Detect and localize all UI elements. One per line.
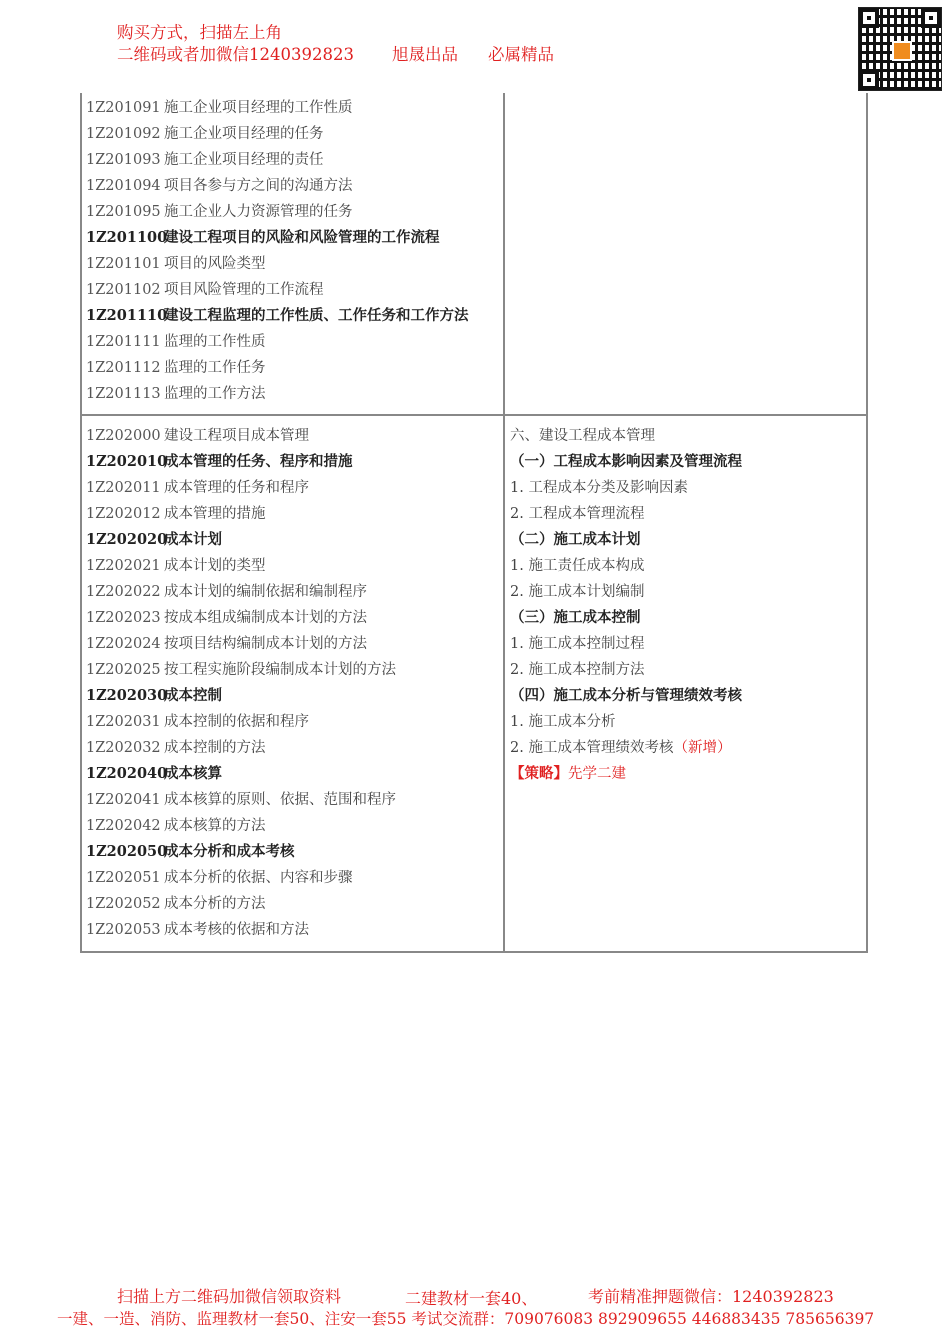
right-item: 1. 施工成本控制过程	[510, 636, 645, 652]
syllabus-title: 按项目结构编制成本计划的方法	[164, 636, 367, 652]
syllabus-code: 1Z202050	[86, 843, 168, 860]
syllabus-row	[86, 839, 295, 865]
syllabus-title: 成本分析和成本考核	[164, 843, 295, 860]
footer-contact: 考前精准押题微信：1240392823	[588, 1287, 834, 1306]
syllabus-row	[86, 865, 353, 891]
syllabus-row	[86, 527, 222, 553]
syllabus-title: 成本核算的方法	[164, 818, 266, 834]
syllabus-title: 成本管理的措施	[164, 506, 266, 522]
syllabus-code: 1Z201091	[86, 100, 161, 116]
syllabus-title: 监理的工作性质	[164, 334, 266, 350]
syllabus-row	[86, 303, 469, 329]
syllabus-row	[86, 657, 396, 683]
syllabus-row	[86, 449, 353, 475]
syllabus-row	[86, 553, 266, 579]
header-brand: 旭晟出品	[392, 45, 458, 64]
syllabus-title: 成本考核的依据和方法	[164, 922, 309, 938]
right-item: 2. 施工成本控制方法	[510, 662, 645, 678]
right-subheading: （二）施工成本计划	[510, 531, 641, 548]
syllabus-title: 施工企业项目经理的工作性质	[164, 100, 353, 116]
syllabus-title: 监理的工作方法	[164, 386, 266, 402]
syllabus-title: 成本核算	[164, 765, 222, 782]
syllabus-row	[86, 917, 309, 943]
right-subheading: （一）工程成本影响因素及管理流程	[510, 453, 742, 470]
syllabus-title: 监理的工作任务	[164, 360, 266, 376]
syllabus-code: 1Z202012	[86, 506, 161, 522]
syllabus-code: 1Z202011	[86, 480, 161, 496]
syllabus-title: 成本计划	[164, 531, 222, 548]
right-heading: 六、建设工程成本管理	[510, 428, 655, 444]
syllabus-title: 成本管理的任务和程序	[164, 480, 309, 496]
syllabus-code: 1Z201110	[86, 307, 168, 324]
syllabus-row	[86, 735, 266, 761]
syllabus-code: 1Z202030	[86, 687, 168, 704]
syllabus-title: 成本核算的原则、依据、范围和程序	[164, 792, 396, 808]
syllabus-title: 按成本组成编制成本计划的方法	[164, 610, 367, 626]
syllabus-row	[86, 147, 324, 173]
syllabus-code: 1Z202022	[86, 584, 161, 600]
syllabus-row	[86, 251, 266, 277]
syllabus-code: 1Z201111	[86, 334, 161, 350]
syllabus-code: 1Z201094	[86, 178, 161, 194]
right-item: 1. 施工成本分析	[510, 714, 616, 730]
syllabus-title: 按工程实施阶段编制成本计划的方法	[164, 662, 396, 678]
syllabus-title: 项目各参与方之间的沟通方法	[164, 178, 353, 194]
strategy-label: 【策略】	[510, 765, 568, 782]
strategy-note	[510, 761, 626, 787]
syllabus-row	[86, 95, 353, 121]
syllabus-row	[86, 709, 309, 735]
syllabus-row	[86, 813, 266, 839]
syllabus-code: 1Z201113	[86, 386, 161, 402]
right-item: 1. 工程成本分类及影响因素	[510, 480, 688, 496]
syllabus-title: 项目的风险类型	[164, 256, 266, 272]
syllabus-code: 1Z202020	[86, 531, 168, 548]
syllabus-code: 1Z201102	[86, 282, 161, 298]
syllabus-row	[86, 761, 222, 787]
syllabus-title: 建设工程监理的工作性质、工作任务和工作方法	[164, 307, 469, 324]
syllabus-code: 1Z201092	[86, 126, 161, 142]
syllabus-row	[86, 355, 266, 381]
new-badge: （新增）	[673, 740, 732, 756]
syllabus-title: 建设工程项目成本管理	[164, 428, 309, 444]
syllabus-code: 1Z202000	[86, 428, 161, 444]
syllabus-row	[86, 173, 353, 199]
syllabus-code: 1Z202041	[86, 792, 161, 808]
syllabus-row	[86, 225, 440, 251]
syllabus-title: 项目风险管理的工作流程	[164, 282, 324, 298]
syllabus-row	[86, 787, 396, 813]
syllabus-row	[86, 579, 367, 605]
syllabus-row	[86, 199, 353, 225]
syllabus-code: 1Z202052	[86, 896, 161, 912]
syllabus-code: 1Z201100	[86, 229, 168, 246]
right-item-text: 2. 施工成本管理绩效考核	[510, 740, 674, 756]
syllabus-row	[86, 683, 222, 709]
header-slogan: 必属精品	[488, 45, 554, 64]
syllabus-row	[86, 631, 367, 657]
syllabus-code: 1Z202031	[86, 714, 161, 730]
qr-code-icon	[859, 8, 941, 90]
syllabus-code: 1Z202032	[86, 740, 161, 756]
syllabus-code: 1Z201101	[86, 256, 161, 272]
syllabus-code: 1Z202025	[86, 662, 161, 678]
syllabus-row	[86, 277, 324, 303]
syllabus-title: 成本计划的类型	[164, 558, 266, 574]
syllabus-title: 成本计划的编制依据和编制程序	[164, 584, 367, 600]
syllabus-title: 建设工程项目的风险和风险管理的工作流程	[164, 229, 440, 246]
syllabus-code: 1Z202023	[86, 610, 161, 626]
syllabus-row	[86, 605, 367, 631]
syllabus-title: 施工企业项目经理的责任	[164, 152, 324, 168]
syllabus-row	[86, 121, 324, 147]
right-subheading: （四）施工成本分析与管理绩效考核	[510, 687, 742, 704]
syllabus-row	[86, 475, 309, 501]
syllabus-code: 1Z202021	[86, 558, 161, 574]
syllabus-row	[86, 381, 266, 407]
syllabus-title: 成本控制	[164, 687, 222, 704]
syllabus-code: 1Z202042	[86, 818, 161, 834]
syllabus-code: 1Z201112	[86, 360, 161, 376]
syllabus-code: 1Z202024	[86, 636, 161, 652]
strategy-text: 先学二建	[568, 766, 626, 782]
syllabus-code: 1Z202051	[86, 870, 161, 886]
right-item	[510, 735, 731, 761]
footer-offer: 二建教材一套40、	[405, 1289, 538, 1308]
syllabus-row	[86, 423, 309, 449]
footer-qr-note: 扫描上方二维码加微信领取资料	[117, 1287, 342, 1306]
syllabus-title: 成本控制的方法	[164, 740, 266, 756]
syllabus-code: 1Z202053	[86, 922, 161, 938]
syllabus-code: 1Z201093	[86, 152, 161, 168]
right-item: 1. 施工责任成本构成	[510, 558, 645, 574]
right-item: 2. 施工成本计划编制	[510, 584, 645, 600]
syllabus-title: 成本分析的方法	[164, 896, 266, 912]
right-subheading: （三）施工成本控制	[510, 609, 641, 626]
syllabus-title: 成本分析的依据、内容和步骤	[164, 870, 353, 886]
syllabus-title: 成本控制的依据和程序	[164, 714, 309, 730]
header-line-1: 购买方式，扫描左上角	[117, 23, 282, 42]
footer-groups: 一建、一造、消防、监理教材一套50、注安一套55 考试交流群：709076083 892909655 446883435 785656397	[57, 1310, 875, 1328]
syllabus-title: 成本管理的任务、程序和措施	[164, 453, 353, 470]
syllabus-row	[86, 329, 266, 355]
syllabus-row	[86, 501, 266, 527]
header-contact: 二维码或者加微信1240392823	[117, 45, 354, 64]
syllabus-title: 施工企业人力资源管理的任务	[164, 204, 353, 220]
syllabus-row	[86, 891, 266, 917]
syllabus-title: 施工企业项目经理的任务	[164, 126, 324, 142]
syllabus-code: 1Z202010	[86, 453, 168, 470]
syllabus-code: 1Z202040	[86, 765, 168, 782]
right-item: 2. 工程成本管理流程	[510, 506, 645, 522]
syllabus-code: 1Z201095	[86, 204, 161, 220]
